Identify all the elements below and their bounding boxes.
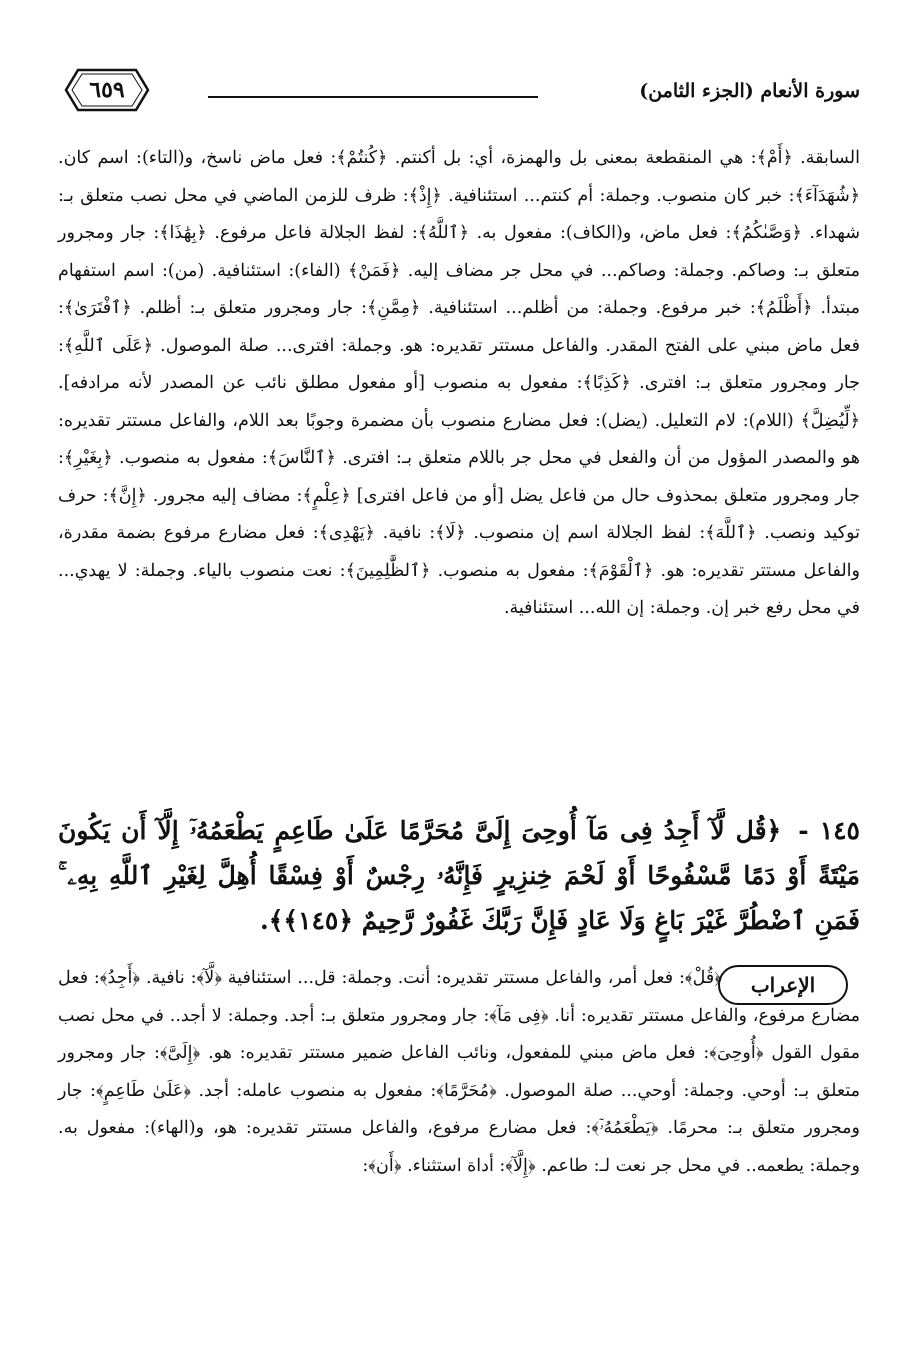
page-header [58,62,860,132]
section-label-irab: الإعراب [718,965,848,1005]
paragraph-grammar-2: ﴿قُلْ﴾: فعل أمر، والفاعل مستتر تقديره: أنت. وجملة: قل... استئنافية ﴿لَّآ﴾: نافية. ﴿أَجِدُ﴾: فعل مضارع مرفوع، والفاعل مستتر تقديره: أنا. ﴿فِى مَآ﴾: جار ومجرور متعلق بـ: أجد. وجملة: لا أجد.. في محل نصب مقول القول ﴿أُوحِىَ﴾: فعل ماض مبني للمفعول، ونائب الفاعل ضمير مستتر تقديره: هو. ﴿إِلَىَّ﴾: جار ومجرور متعلق بـ: أوحي. وجملة: أوحي... صلة الموصول. ﴿مُحَرَّمًا﴾: مفعول به منصوب عامله: أجد. ﴿عَلَىٰ طَاعِمٍ﴾: جار ومجرور متعلق بـ: محرمًا. ﴿يَطْعَمُهُۥٓ﴾: فعل مضارع مرفوع، والفاعل مستتر تقديره: هو، و(الهاء): مفعول به. وجملة: يطعمه.. في محل جر نعت لـ: طاعم. ﴿إِلَّآ﴾: أداة استثناء. ﴿أَن﴾: [58,968,860,1176]
verse-text: ﴿قُل لَّآ أَجِدُ فِى مَآ أُوحِىَ إِلَىَّ مُحَرَّمًا عَلَىٰ طَاعِمٍ يَطْعَمُهُۥٓ إِلَّآ أَن يَكُونَ مَيْتَةً أَوْ دَمًا مَّسْفُوحًا أَوْ لَحْمَ خِنزِيرٍ فَإِنَّهُۥ رِجْسٌ أَوْ فِسْقًا أُهِلَّ لِغَيْرِ ٱللَّهِ بِهِۦ ۚ فَمَنِ ٱضْطُرَّ غَيْرَ بَاغٍ وَلَا عَادٍ فَإِنَّ رَبَّكَ غَفُورٌ رَّحِيمٌ ﴿١٤٥﴾﴾. [58,816,860,935]
header-rule [208,96,538,98]
surah-title: سورة الأنعام (الجزء الثامن) [639,80,860,102]
verse-number: ١٤٥ - [798,816,860,845]
quran-verse [58,808,860,943]
paragraph-grammar-1: السابقة. ﴿أَمْ﴾: هي المنقطعة بمعنى بل والهمزة، أي: بل أكنتم. ﴿كُنتُمْ﴾: فعل ماض ناسخ، و(التاء): اسم كان. ﴿شُهَدَآءَ﴾: خبر كان منصوب. وجملة: أم كنتم... استئنافية. ﴿إِذْ﴾: ظرف للزمن الماضي في محل نصب متعلق بـ: شهداء. ﴿وَصَّىٰكُمُ﴾: فعل ماض، و(الكاف): مفعول به. ﴿ٱللَّهُ﴾: لفظ الجلالة فاعل مرفوع. ﴿بِهَٰذَا﴾: جار ومجرور متعلق بـ: وصاكم. وجملة: وصاكم... في محل جر مضاف إليه. ﴿فَمَنْ﴾ (الفاء): استئنافية. (من): اسم استفهام مبتدأ. ﴿أَظْلَمُ﴾: خبر مرفوع. وجملة: من أظلم... استئنافية. ﴿مِمَّنِ﴾: جار ومجرور متعلق بـ: أظلم. ﴿ٱفْتَرَىٰ﴾: فعل ماض مبني على الفتح المقدر. والفاعل مستتر تقديره: هو. وجملة: افترى... صلة الموصول. ﴿عَلَى ٱللَّهِ﴾: جار ومجرور متعلق بـ: افترى. ﴿كَذِبًا﴾: مفعول به منصوب [أو مفعول مطلق نائب عن المصدر لأنه مرادفه]. ﴿لِّيُضِلَّ﴾ (اللام): لام التعليل. (يضل): فعل مضارع منصوب بأن مضمرة وجوبًا بعد اللام، والفاعل مستتر تقديره: هو والمصدر المؤول من أن والفعل في محل جر باللام متعلق بـ: افترى. ﴿ٱلنَّاسَ﴾: مفعول به منصوب. ﴿بِغَيْرِ﴾: جار ومجرور متعلق بمحذوف حال من فاعل يضل [أو من فاعل افترى] ﴿عِلْمٍ﴾: مضاف إليه مجرور. ﴿إِنَّ﴾: حرف توكيد ونصب. ﴿ٱللَّهَ﴾: لفظ الجلالة اسم إن منصوب. ﴿لَا﴾: نافية. ﴿يَهْدِى﴾: فعل مضارع مرفوع بضمة مقدرة، والفاعل مستتر تقديره: هو. ﴿ٱلْقَوْمَ﴾: مفعول به منصوب. ﴿ٱلظَّٰلِمِينَ﴾: نعت منصوب بالياء. وجملة: لا يهدي... في محل رفع خبر إن. وجملة: إن الله... استئنافية. [58,148,860,618]
page-number: ٦٥٩ [89,77,125,103]
